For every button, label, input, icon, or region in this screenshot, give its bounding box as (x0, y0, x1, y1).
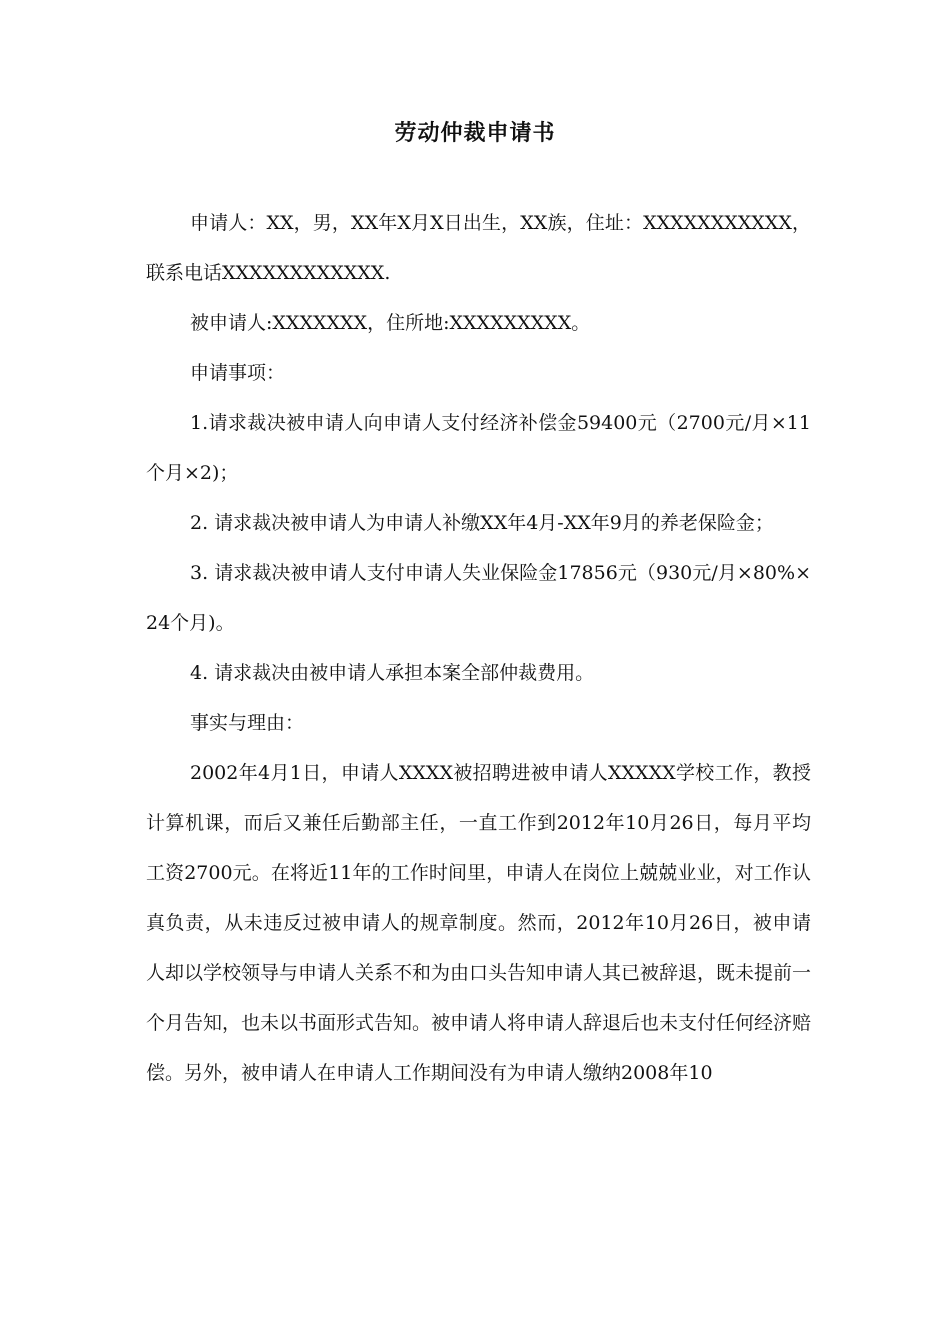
claim-item-2: 2. 请求裁决被申请人为申请人补缴XX年4月-XX年9月的养老保险金； (190, 512, 774, 534)
claim-item-4: 4. 请求裁决由被申请人承担本案全部仲裁费用。 (190, 662, 595, 684)
claim-item-1: 1.请求裁决被申请人向申请人支付经济补偿金59400元（2700元/月×11个月×2)； (146, 412, 811, 484)
document-body (146, 198, 811, 1098)
claims-heading: 申请事项： (190, 362, 286, 384)
claim-item-3: 3. 请求裁决被申请人支付申请人失业保险金17856元（930元/月×80%×24个月)。 (146, 562, 811, 634)
document-title: 劳动仲裁申请书 (394, 121, 556, 146)
respondent-info: 被申请人:XXXXXXX，住所地:XXXXXXXXX。 (190, 312, 591, 334)
applicant-info: 申请人：XX，男，XX年X月X日出生，XX族，住址：XXXXXXXXXXX，联系电话XXXXXXXXXXXX. (146, 212, 811, 284)
facts-paragraph: 2002年4月1日，申请人XXXX被招聘进被申请人XXXXX学校工作，教授计算机课，而后又兼任后勤部主任，一直工作到2012年10月26日，每月平均工资2700元。在将近11年的工作时间里，申请人在岗位上兢兢业业，对工作认真负责，从未违反过被申请人的规章制度。然而，2012年10月26日，被申请人却以学校领导与申请人关系不和为由口头告知申请人其已被辞退，既未提前一个月告知，也未以书面形式告知。被申请人将申请人辞退后也未支付任何经济赔偿。另外，被申请人在申请人工作期间没有为申请人缴纳2008年10 (146, 762, 812, 1084)
facts-heading: 事实与理由： (190, 712, 305, 734)
